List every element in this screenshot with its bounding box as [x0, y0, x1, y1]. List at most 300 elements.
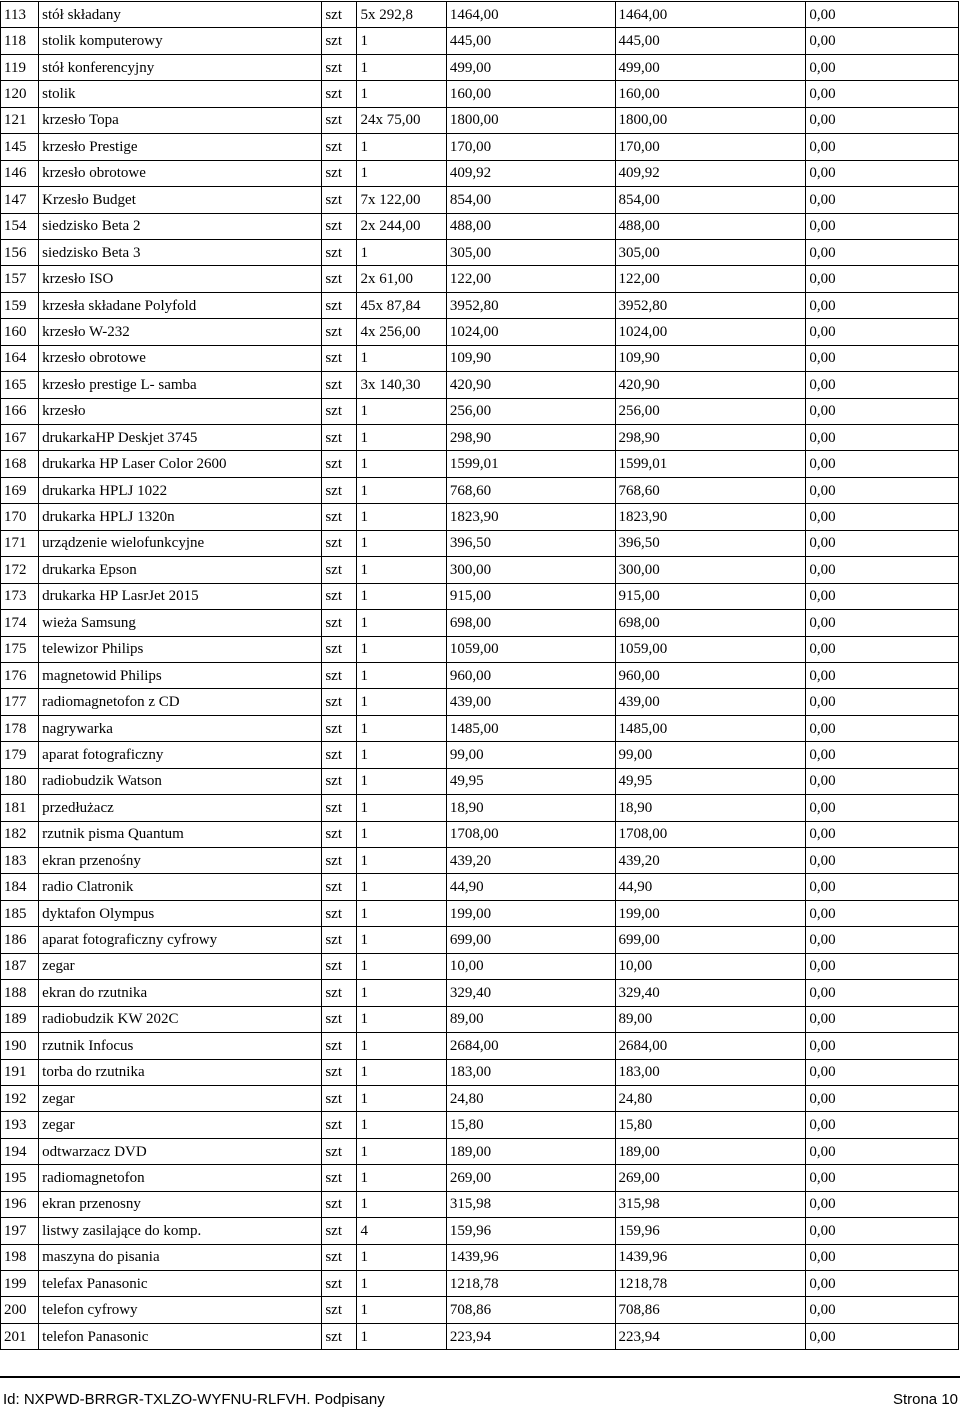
cell-item-name: wieża Samsung — [39, 610, 322, 636]
cell-item-name: telefon cyfrowy — [39, 1297, 322, 1323]
cell-item-name: magnetowid Philips — [39, 662, 322, 688]
cell-unit: szt — [322, 54, 357, 80]
cell-unit: szt — [322, 1323, 357, 1349]
cell-unit: szt — [322, 530, 357, 556]
cell-item-name: siedzisko Beta 2 — [39, 213, 322, 239]
table-row — [1, 557, 959, 583]
table-row — [1, 636, 959, 662]
cell-quantity-price: 1 — [357, 425, 446, 451]
cell-item-name: odtwarzacz DVD — [39, 1138, 322, 1164]
cell-value: 10,00 — [446, 953, 615, 979]
cell-gross-value: 409,92 — [615, 160, 806, 186]
cell-quantity-price: 1 — [357, 504, 446, 530]
cell-remaining-value: 0,00 — [806, 1323, 959, 1349]
cell-unit: szt — [322, 715, 357, 741]
cell-item-number: 178 — [1, 715, 39, 741]
cell-item-number: 154 — [1, 213, 39, 239]
cell-quantity-price: 1 — [357, 1085, 446, 1111]
cell-gross-value: 1800,00 — [615, 107, 806, 133]
cell-item-number: 199 — [1, 1271, 39, 1297]
cell-value: 89,00 — [446, 1006, 615, 1032]
cell-item-number: 183 — [1, 848, 39, 874]
cell-value: 1708,00 — [446, 821, 615, 847]
cell-quantity-price: 2x 61,00 — [357, 266, 446, 292]
cell-item-number: 190 — [1, 1033, 39, 1059]
table-row — [1, 425, 959, 451]
table-row — [1, 319, 959, 345]
cell-quantity-price: 1 — [357, 583, 446, 609]
cell-gross-value: 109,90 — [615, 345, 806, 371]
cell-item-name: siedzisko Beta 3 — [39, 239, 322, 265]
inventory-table — [0, 1, 959, 1350]
cell-unit: szt — [322, 477, 357, 503]
cell-quantity-price: 1 — [357, 689, 446, 715]
table-row — [1, 345, 959, 371]
cell-item-name: radiobudzik Watson — [39, 768, 322, 794]
cell-quantity-price: 1 — [357, 451, 446, 477]
table-row — [1, 451, 959, 477]
cell-remaining-value: 0,00 — [806, 980, 959, 1006]
table-row — [1, 372, 959, 398]
table-row — [1, 530, 959, 556]
cell-gross-value: 122,00 — [615, 266, 806, 292]
cell-item-name: zegar — [39, 1112, 322, 1138]
cell-item-name: telewizor Philips — [39, 636, 322, 662]
cell-quantity-price: 1 — [357, 1112, 446, 1138]
cell-item-number: 186 — [1, 927, 39, 953]
cell-value: 99,00 — [446, 742, 615, 768]
cell-unit: szt — [322, 504, 357, 530]
cell-unit: szt — [322, 768, 357, 794]
cell-value: 439,00 — [446, 689, 615, 715]
cell-item-name: ekran do rzutnika — [39, 980, 322, 1006]
cell-gross-value: 298,90 — [615, 425, 806, 451]
cell-remaining-value: 0,00 — [806, 477, 959, 503]
cell-item-number: 176 — [1, 662, 39, 688]
cell-remaining-value: 0,00 — [806, 134, 959, 160]
cell-quantity-price: 1 — [357, 715, 446, 741]
cell-quantity-price: 1 — [357, 1033, 446, 1059]
cell-quantity-price: 3x 140,30 — [357, 372, 446, 398]
cell-value: 199,00 — [446, 900, 615, 926]
table-row — [1, 1244, 959, 1270]
cell-item-name: krzesło obrotowe — [39, 160, 322, 186]
cell-remaining-value: 0,00 — [806, 636, 959, 662]
cell-value: 189,00 — [446, 1138, 615, 1164]
cell-item-number: 167 — [1, 425, 39, 451]
table-row — [1, 953, 959, 979]
cell-item-name: telefon Panasonic — [39, 1323, 322, 1349]
cell-unit: szt — [322, 1033, 357, 1059]
cell-item-number: 120 — [1, 81, 39, 107]
cell-remaining-value: 0,00 — [806, 504, 959, 530]
cell-quantity-price: 1 — [357, 1297, 446, 1323]
cell-item-name: stół składany — [39, 2, 322, 28]
cell-value: 122,00 — [446, 266, 615, 292]
cell-remaining-value: 0,00 — [806, 292, 959, 318]
cell-item-name: radiobudzik KW 202C — [39, 1006, 322, 1032]
cell-remaining-value: 0,00 — [806, 610, 959, 636]
cell-unit: szt — [322, 1006, 357, 1032]
cell-quantity-price: 4x 256,00 — [357, 319, 446, 345]
table-row — [1, 477, 959, 503]
cell-quantity-price: 4 — [357, 1218, 446, 1244]
cell-gross-value: 1485,00 — [615, 715, 806, 741]
cell-quantity-price: 1 — [357, 1323, 446, 1349]
cell-gross-value: 199,00 — [615, 900, 806, 926]
cell-value: 1439,96 — [446, 1244, 615, 1270]
cell-quantity-price: 1 — [357, 1165, 446, 1191]
cell-gross-value: 99,00 — [615, 742, 806, 768]
cell-value: 396,50 — [446, 530, 615, 556]
cell-value: 1599,01 — [446, 451, 615, 477]
cell-quantity-price: 1 — [357, 81, 446, 107]
cell-value: 1059,00 — [446, 636, 615, 662]
cell-remaining-value: 0,00 — [806, 742, 959, 768]
cell-unit: szt — [322, 821, 357, 847]
cell-item-name: dyktafon Olympus — [39, 900, 322, 926]
cell-unit: szt — [322, 239, 357, 265]
cell-quantity-price: 2x 244,00 — [357, 213, 446, 239]
cell-unit: szt — [322, 1218, 357, 1244]
cell-remaining-value: 0,00 — [806, 1006, 959, 1032]
cell-gross-value: 49,95 — [615, 768, 806, 794]
table-row — [1, 239, 959, 265]
cell-item-number: 171 — [1, 530, 39, 556]
cell-gross-value: 1823,90 — [615, 504, 806, 530]
cell-unit: szt — [322, 28, 357, 54]
cell-value: 300,00 — [446, 557, 615, 583]
cell-item-name: drukarka HP LasrJet 2015 — [39, 583, 322, 609]
table-row — [1, 1165, 959, 1191]
cell-item-number: 157 — [1, 266, 39, 292]
cell-unit: szt — [322, 451, 357, 477]
table-row — [1, 768, 959, 794]
cell-item-number: 182 — [1, 821, 39, 847]
cell-quantity-price: 1 — [357, 610, 446, 636]
cell-remaining-value: 0,00 — [806, 81, 959, 107]
table-row — [1, 2, 959, 28]
cell-value: 329,40 — [446, 980, 615, 1006]
cell-item-name: maszyna do pisania — [39, 1244, 322, 1270]
cell-item-number: 200 — [1, 1297, 39, 1323]
table-row — [1, 160, 959, 186]
cell-item-name: aparat fotograficzny — [39, 742, 322, 768]
cell-unit: szt — [322, 1085, 357, 1111]
cell-item-number: 173 — [1, 583, 39, 609]
cell-remaining-value: 0,00 — [806, 319, 959, 345]
cell-remaining-value: 0,00 — [806, 2, 959, 28]
cell-unit: szt — [322, 1138, 357, 1164]
table-row — [1, 1218, 959, 1244]
cell-remaining-value: 0,00 — [806, 1244, 959, 1270]
cell-gross-value: 439,00 — [615, 689, 806, 715]
cell-remaining-value: 0,00 — [806, 1112, 959, 1138]
cell-gross-value: 300,00 — [615, 557, 806, 583]
cell-unit: szt — [322, 689, 357, 715]
cell-quantity-price: 45x 87,84 — [357, 292, 446, 318]
cell-value: 1485,00 — [446, 715, 615, 741]
cell-remaining-value: 0,00 — [806, 54, 959, 80]
cell-item-name: nagrywarka — [39, 715, 322, 741]
cell-remaining-value: 0,00 — [806, 1218, 959, 1244]
cell-item-number: 187 — [1, 953, 39, 979]
cell-unit: szt — [322, 398, 357, 424]
cell-remaining-value: 0,00 — [806, 107, 959, 133]
cell-item-name: stolik — [39, 81, 322, 107]
cell-unit: szt — [322, 900, 357, 926]
cell-item-name: krzesło prestige L- samba — [39, 372, 322, 398]
cell-quantity-price: 1 — [357, 530, 446, 556]
cell-quantity-price: 1 — [357, 1191, 446, 1217]
cell-gross-value: 160,00 — [615, 81, 806, 107]
footer-divider — [0, 1376, 960, 1378]
table-row — [1, 583, 959, 609]
cell-gross-value: 1439,96 — [615, 1244, 806, 1270]
cell-gross-value: 488,00 — [615, 213, 806, 239]
cell-gross-value: 1599,01 — [615, 451, 806, 477]
table-row — [1, 398, 959, 424]
cell-value: 298,90 — [446, 425, 615, 451]
cell-gross-value: 10,00 — [615, 953, 806, 979]
table-row — [1, 848, 959, 874]
cell-unit: szt — [322, 1112, 357, 1138]
cell-remaining-value: 0,00 — [806, 874, 959, 900]
table-row — [1, 1006, 959, 1032]
cell-value: 15,80 — [446, 1112, 615, 1138]
cell-remaining-value: 0,00 — [806, 372, 959, 398]
table-row — [1, 504, 959, 530]
cell-remaining-value: 0,00 — [806, 1271, 959, 1297]
cell-gross-value: 305,00 — [615, 239, 806, 265]
cell-item-number: 147 — [1, 187, 39, 213]
cell-item-name: Krzesło Budget — [39, 187, 322, 213]
cell-value: 18,90 — [446, 795, 615, 821]
cell-gross-value: 1708,00 — [615, 821, 806, 847]
cell-value: 1823,90 — [446, 504, 615, 530]
cell-item-number: 165 — [1, 372, 39, 398]
cell-unit: szt — [322, 319, 357, 345]
cell-quantity-price: 5x 292,8 — [357, 2, 446, 28]
cell-unit: szt — [322, 372, 357, 398]
cell-value: 256,00 — [446, 398, 615, 424]
cell-item-name: ekran przenosny — [39, 1191, 322, 1217]
cell-value: 445,00 — [446, 28, 615, 54]
cell-quantity-price: 1 — [357, 1271, 446, 1297]
cell-remaining-value: 0,00 — [806, 187, 959, 213]
cell-quantity-price: 1 — [357, 477, 446, 503]
cell-unit: szt — [322, 1191, 357, 1217]
cell-unit: szt — [322, 848, 357, 874]
cell-value: 159,96 — [446, 1218, 615, 1244]
cell-item-number: 196 — [1, 1191, 39, 1217]
cell-gross-value: 44,90 — [615, 874, 806, 900]
table-row — [1, 1033, 959, 1059]
table-row — [1, 292, 959, 318]
cell-value: 1464,00 — [446, 2, 615, 28]
cell-remaining-value: 0,00 — [806, 451, 959, 477]
table-row — [1, 28, 959, 54]
cell-unit: szt — [322, 425, 357, 451]
cell-quantity-price: 1 — [357, 557, 446, 583]
cell-item-number: 195 — [1, 1165, 39, 1191]
cell-value: 499,00 — [446, 54, 615, 80]
cell-unit: szt — [322, 292, 357, 318]
cell-item-name: radiomagnetofon — [39, 1165, 322, 1191]
table-row — [1, 689, 959, 715]
cell-item-number: 156 — [1, 239, 39, 265]
cell-item-number: 174 — [1, 610, 39, 636]
cell-item-number: 175 — [1, 636, 39, 662]
cell-quantity-price: 1 — [357, 636, 446, 662]
cell-remaining-value: 0,00 — [806, 266, 959, 292]
cell-unit: szt — [322, 2, 357, 28]
cell-item-number: 192 — [1, 1085, 39, 1111]
cell-item-number: 113 — [1, 2, 39, 28]
cell-item-number: 194 — [1, 1138, 39, 1164]
cell-unit: szt — [322, 266, 357, 292]
cell-unit: szt — [322, 742, 357, 768]
cell-quantity-price: 1 — [357, 768, 446, 794]
cell-value: 160,00 — [446, 81, 615, 107]
cell-item-number: 170 — [1, 504, 39, 530]
cell-value: 24,80 — [446, 1085, 615, 1111]
cell-unit: szt — [322, 953, 357, 979]
table-row — [1, 213, 959, 239]
cell-remaining-value: 0,00 — [806, 927, 959, 953]
cell-gross-value: 329,40 — [615, 980, 806, 1006]
cell-unit: szt — [322, 187, 357, 213]
cell-quantity-price: 1 — [357, 874, 446, 900]
cell-item-name: stół konferencyjny — [39, 54, 322, 80]
page-number: Strona 10 — [892, 1391, 958, 1408]
cell-unit: szt — [322, 213, 357, 239]
table-row — [1, 81, 959, 107]
cell-quantity-price: 1 — [357, 980, 446, 1006]
cell-remaining-value: 0,00 — [806, 1165, 959, 1191]
cell-remaining-value: 0,00 — [806, 425, 959, 451]
cell-item-name: krzesło Topa — [39, 107, 322, 133]
cell-gross-value: 499,00 — [615, 54, 806, 80]
cell-gross-value: 439,20 — [615, 848, 806, 874]
cell-item-name: zegar — [39, 953, 322, 979]
cell-value: 170,00 — [446, 134, 615, 160]
cell-item-name: rzutnik pisma Quantum — [39, 821, 322, 847]
table-row — [1, 1297, 959, 1323]
cell-value: 915,00 — [446, 583, 615, 609]
cell-quantity-price: 1 — [357, 28, 446, 54]
cell-item-name: krzesło W-232 — [39, 319, 322, 345]
cell-gross-value: 1464,00 — [615, 2, 806, 28]
cell-unit: szt — [322, 636, 357, 662]
cell-value: 315,98 — [446, 1191, 615, 1217]
cell-value: 49,95 — [446, 768, 615, 794]
cell-item-name: drukarka HP Laser Color 2600 — [39, 451, 322, 477]
cell-value: 698,00 — [446, 610, 615, 636]
cell-item-name: przedłużacz — [39, 795, 322, 821]
cell-remaining-value: 0,00 — [806, 1059, 959, 1085]
cell-value: 305,00 — [446, 239, 615, 265]
cell-value: 2684,00 — [446, 1033, 615, 1059]
cell-value: 269,00 — [446, 1165, 615, 1191]
cell-item-number: 168 — [1, 451, 39, 477]
cell-item-name: drukarkaHP Deskjet 3745 — [39, 425, 322, 451]
cell-unit: szt — [322, 583, 357, 609]
cell-quantity-price: 1 — [357, 742, 446, 768]
cell-gross-value: 1059,00 — [615, 636, 806, 662]
cell-gross-value: 915,00 — [615, 583, 806, 609]
cell-remaining-value: 0,00 — [806, 848, 959, 874]
table-row — [1, 900, 959, 926]
cell-unit: szt — [322, 1297, 357, 1323]
cell-value: 699,00 — [446, 927, 615, 953]
cell-gross-value: 960,00 — [615, 662, 806, 688]
cell-item-name: drukarka HPLJ 1320n — [39, 504, 322, 530]
cell-item-number: 159 — [1, 292, 39, 318]
cell-value: 223,94 — [446, 1323, 615, 1349]
cell-item-number: 146 — [1, 160, 39, 186]
table-row — [1, 821, 959, 847]
table-row — [1, 927, 959, 953]
cell-gross-value: 18,90 — [615, 795, 806, 821]
cell-item-number: 188 — [1, 980, 39, 1006]
cell-gross-value: 1218,78 — [615, 1271, 806, 1297]
cell-item-name: drukarka HPLJ 1022 — [39, 477, 322, 503]
cell-unit: szt — [322, 134, 357, 160]
cell-gross-value: 24,80 — [615, 1085, 806, 1111]
cell-quantity-price: 1 — [357, 662, 446, 688]
cell-remaining-value: 0,00 — [806, 213, 959, 239]
cell-item-number: 160 — [1, 319, 39, 345]
table-row — [1, 610, 959, 636]
cell-remaining-value: 0,00 — [806, 1297, 959, 1323]
cell-item-name: krzesło — [39, 398, 322, 424]
cell-unit: szt — [322, 927, 357, 953]
cell-item-number: 164 — [1, 345, 39, 371]
cell-quantity-price: 1 — [357, 134, 446, 160]
cell-gross-value: 3952,80 — [615, 292, 806, 318]
cell-gross-value: 170,00 — [615, 134, 806, 160]
cell-value: 1218,78 — [446, 1271, 615, 1297]
cell-value: 183,00 — [446, 1059, 615, 1085]
table-row — [1, 1323, 959, 1349]
table-row — [1, 54, 959, 80]
cell-remaining-value: 0,00 — [806, 239, 959, 265]
cell-quantity-price: 24x 75,00 — [357, 107, 446, 133]
cell-unit: szt — [322, 81, 357, 107]
cell-item-name: krzesła składane Polyfold — [39, 292, 322, 318]
table-row — [1, 1112, 959, 1138]
cell-unit: szt — [322, 795, 357, 821]
cell-remaining-value: 0,00 — [806, 953, 959, 979]
cell-item-name: radiomagnetofon z CD — [39, 689, 322, 715]
table-row — [1, 1085, 959, 1111]
cell-gross-value: 1024,00 — [615, 319, 806, 345]
cell-item-name: rzutnik Infocus — [39, 1033, 322, 1059]
cell-gross-value: 315,98 — [615, 1191, 806, 1217]
cell-unit: szt — [322, 345, 357, 371]
cell-item-number: 166 — [1, 398, 39, 424]
table-row — [1, 1138, 959, 1164]
cell-item-name: aparat fotograficzny cyfrowy — [39, 927, 322, 953]
cell-unit: szt — [322, 107, 357, 133]
cell-value: 109,90 — [446, 345, 615, 371]
cell-quantity-price: 1 — [357, 821, 446, 847]
cell-item-number: 119 — [1, 54, 39, 80]
table-row — [1, 662, 959, 688]
cell-value: 420,90 — [446, 372, 615, 398]
cell-quantity-price: 1 — [357, 1059, 446, 1085]
